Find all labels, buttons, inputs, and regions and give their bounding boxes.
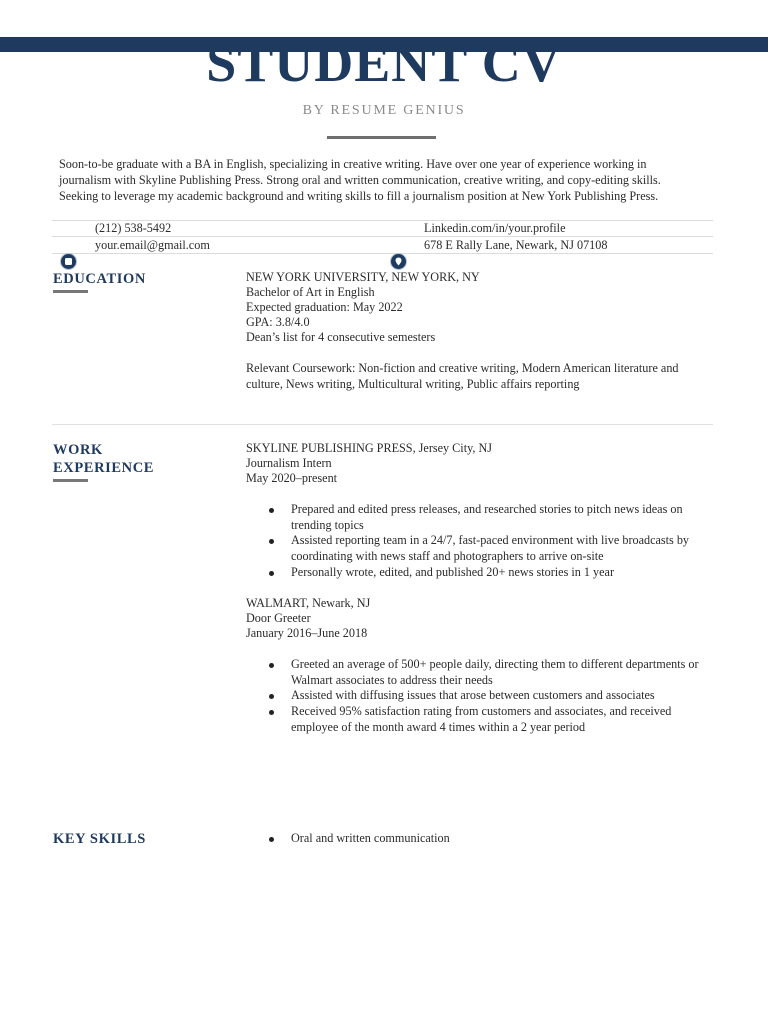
contact-linkedin[interactable]: Linkedin.com/in/your.profile (424, 221, 566, 235)
professional-summary: Soon-to-be graduate with a BA in English, specializing in creative writing. Have over one year of experience working in journalism with Skyline Publishing Press. Strong oral and written communication, creative writing, and copy-editing skills. Seeking to leverage my academic background and writing skills to fill a journalism position at New York Publishing Press. (59, 157, 661, 203)
contact-divider-bottom (52, 253, 713, 254)
education-gpa: GPA: 3.8/4.0 (246, 315, 310, 329)
education-honors: Dean’s list for 4 consecutive semesters (246, 330, 436, 344)
job-employer: WALMART, Newark, NJ (246, 596, 371, 610)
education-degree: Bachelor of Art in English (246, 285, 375, 299)
contact-phone: (212) 538-5492 (95, 221, 172, 235)
job-bullet: Greeted an average of 500+ people daily, directing them to different departments or Walmart associates to address their needs (291, 657, 699, 687)
job-dates: January 2016–June 2018 (246, 626, 368, 640)
contact-address: 678 E Rally Lane, Newark, NJ 07108 (424, 238, 608, 252)
page-title: STUDENT CV (206, 33, 562, 93)
education-heading: EDUCATION (53, 271, 146, 287)
job-role: Door Greeter (246, 611, 311, 625)
job-role: Journalism Intern (246, 456, 332, 470)
bullet-dot (269, 663, 274, 668)
education-coursework: Relevant Coursework: Non-fiction and creative writing, Modern American literature and culture, News writing, Multicultural writing, Public affairs reporting (246, 361, 679, 391)
bullet-dot (269, 508, 274, 513)
page-subtitle: BY RESUME GENIUS (302, 103, 466, 118)
contact-email[interactable]: your.email@gmail.com (95, 238, 210, 252)
job-bullet: Assisted with diffusing issues that arose between customers and associates (291, 688, 655, 702)
education-graduation: Expected graduation: May 2022 (246, 300, 403, 314)
job-bullet: Assisted reporting team in a 24/7, fast-paced environment with live broadcasts by coordinating with news staff and photographers to arrive on-site (291, 533, 690, 563)
job-bullet: Prepared and edited press releases, and researched stories to pitch news ideas on trending topics (291, 502, 683, 532)
title-divider (327, 136, 436, 139)
location-icon (390, 253, 407, 270)
bullet-dot (269, 710, 274, 715)
job-bullet: Personally wrote, edited, and published 20+ news stories in 1 year (291, 565, 615, 579)
education-heading-rule (53, 290, 88, 293)
phone-icon (60, 253, 77, 270)
skills-heading: KEY SKILLS (53, 831, 146, 847)
job-bullet: Received 95% satisfaction rating from customers and associates, and received employee of the month award 4 times within a 2 year period (291, 704, 672, 734)
section-divider (52, 424, 713, 425)
skill-item: Oral and written communication (291, 831, 450, 845)
bullet-dot (269, 837, 274, 842)
contact-divider-middle (52, 236, 713, 237)
bullet-dot (269, 539, 274, 544)
work-heading-line2: EXPERIENCE (53, 460, 155, 476)
work-heading-rule (53, 479, 88, 482)
education-school: NEW YORK UNIVERSITY, NEW YORK, NY (246, 270, 480, 284)
job-employer: SKYLINE PUBLISHING PRESS, Jersey City, NJ (246, 441, 493, 455)
bullet-dot (269, 571, 274, 576)
bullet-dot (269, 694, 274, 699)
job-dates: May 2020–present (246, 471, 338, 485)
work-heading-line1: WORK (53, 442, 103, 458)
